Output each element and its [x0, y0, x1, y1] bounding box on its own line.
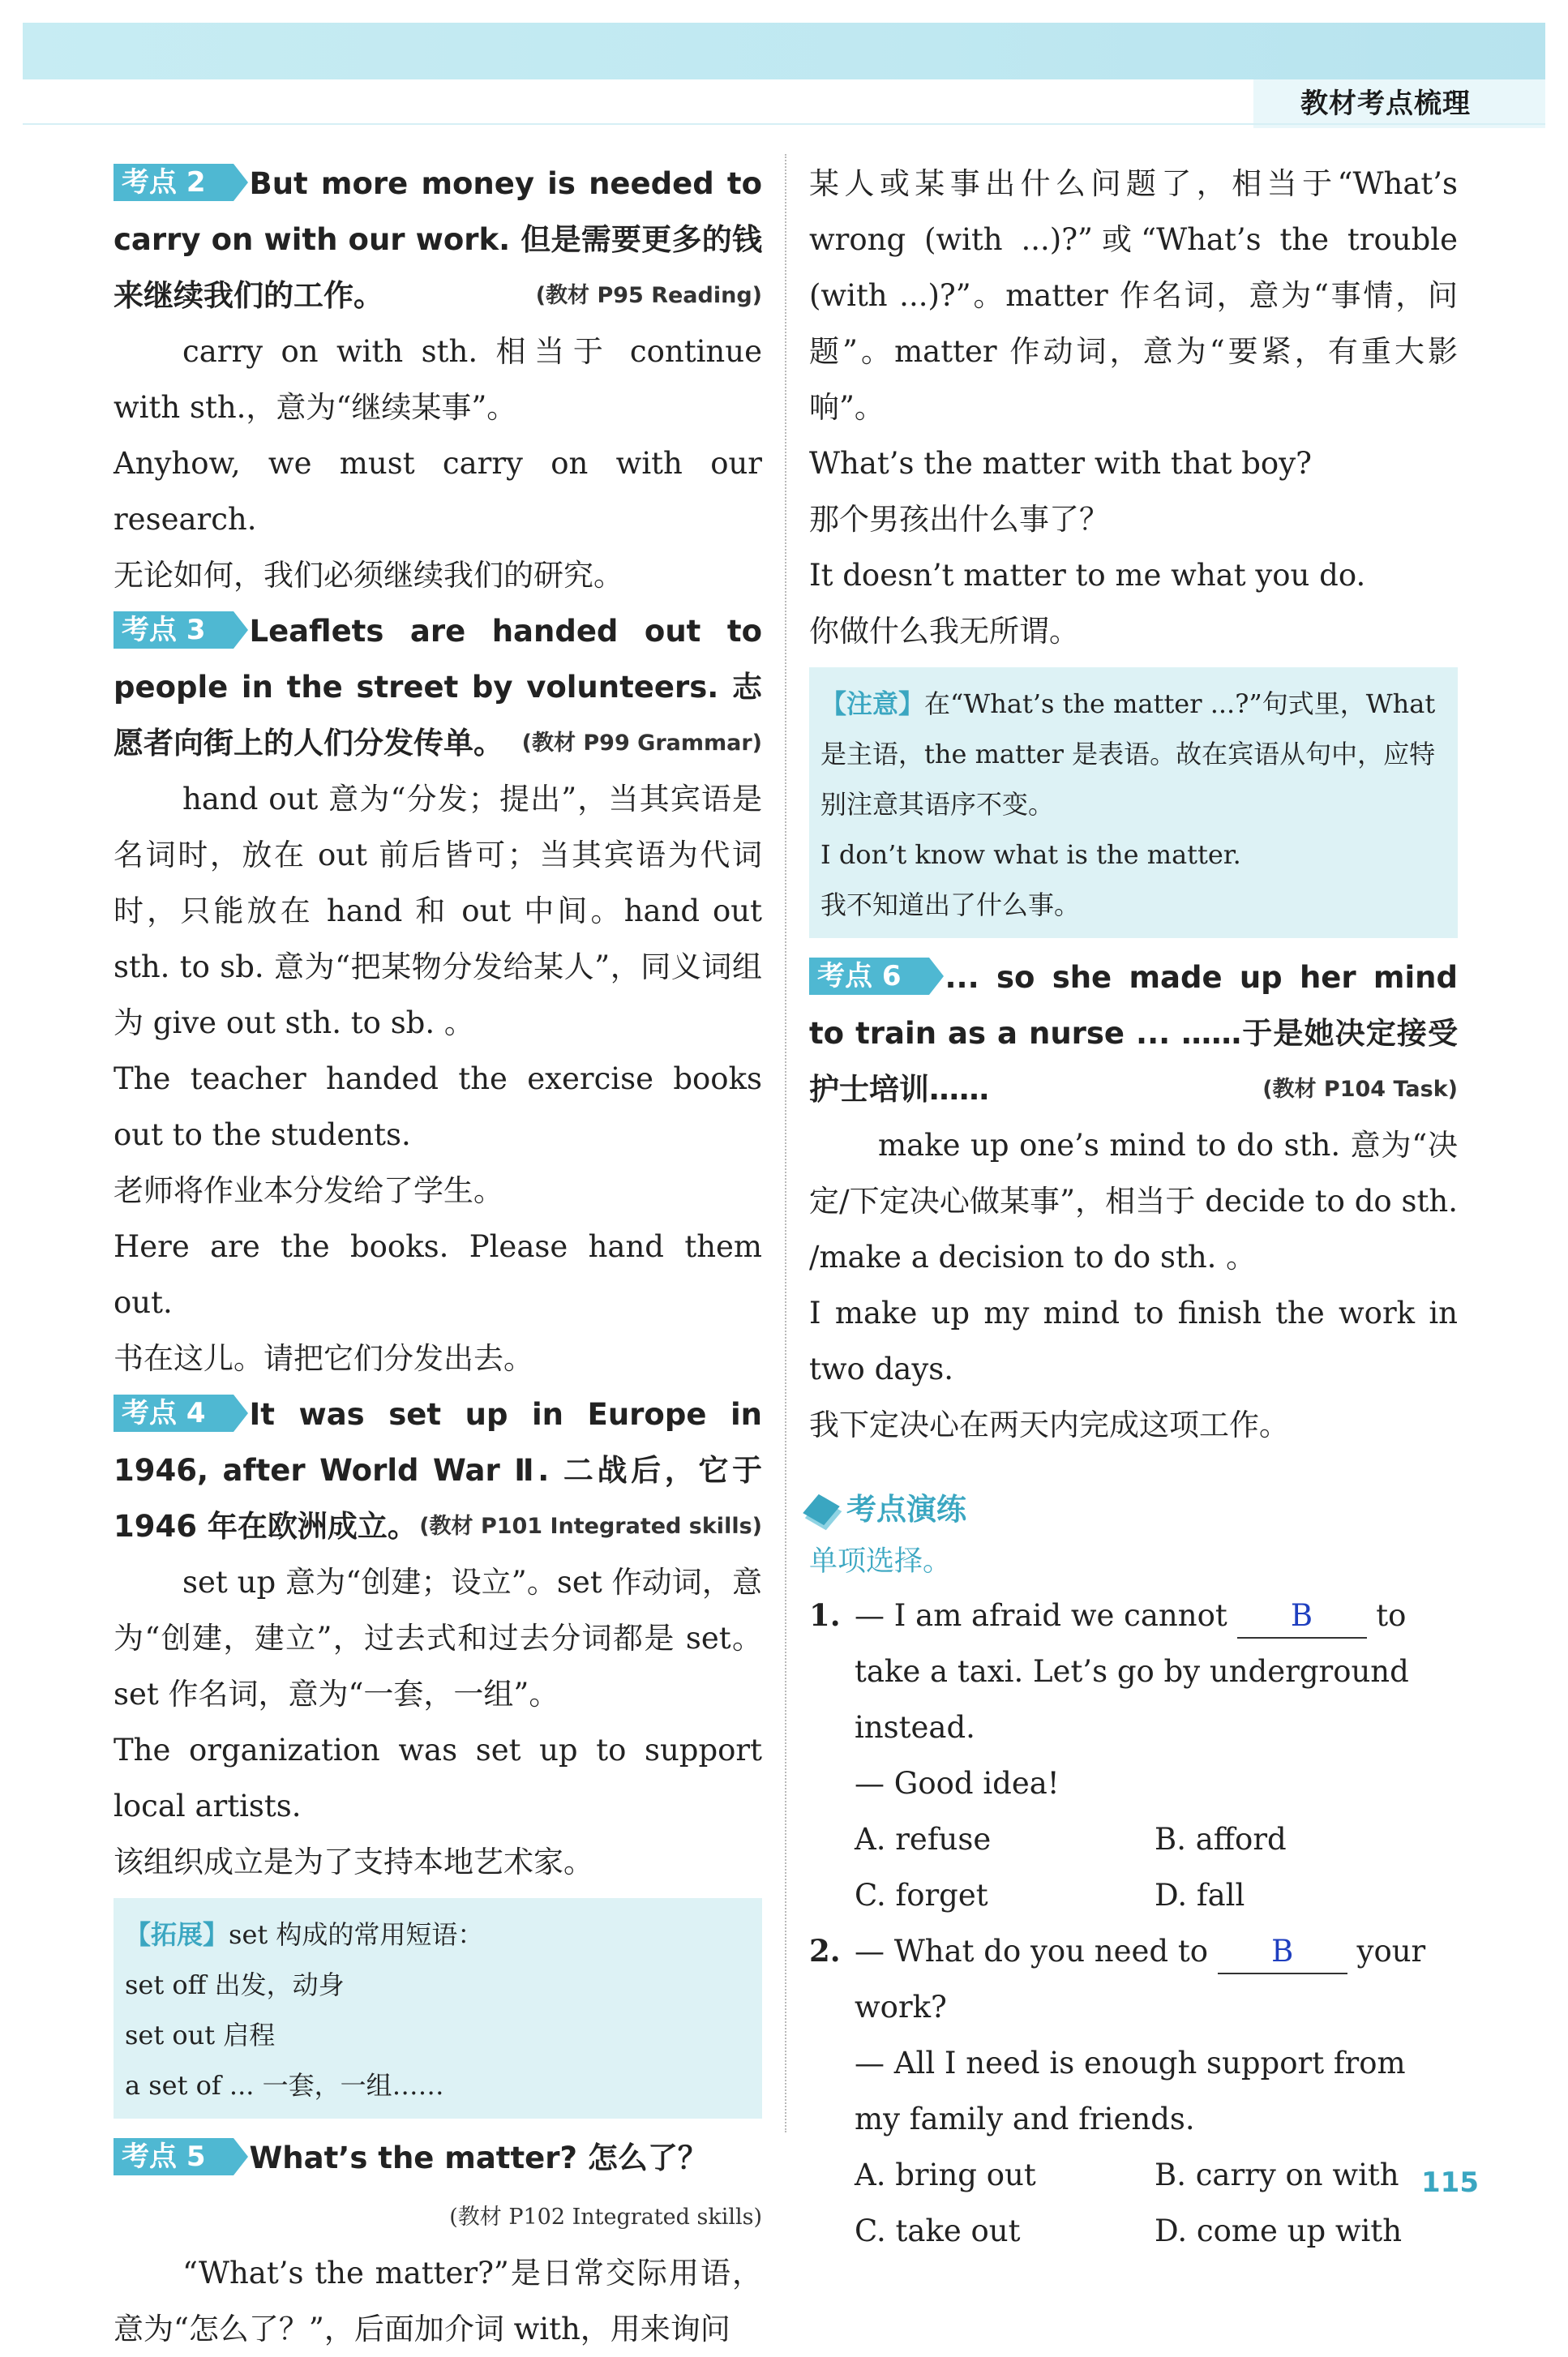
- note-example-cn: 我不知道出了什么事。: [820, 889, 1081, 920]
- page-number: 115: [1421, 2166, 1479, 2199]
- question-number: 2.: [809, 1933, 841, 1969]
- key-point-text: Leaflets are handed out to people in the street by volunteers. 志愿者向街上的人们分发传单。: [114, 614, 762, 761]
- extension-box: [114, 1898, 762, 2119]
- key-point-4-heading: [114, 1386, 762, 1554]
- key-point-text: It was set up in Europe in 1946, after World War Ⅱ. 二战后，它于 1946 年在欧洲成立。: [114, 1397, 762, 1544]
- textbook-source: (教材 P95 Reading): [535, 283, 762, 308]
- note-box: [809, 667, 1458, 938]
- key-point-6-heading: [809, 949, 1458, 1117]
- option[interactable]: A. refuse: [855, 1822, 992, 1857]
- extension-title: [125, 1909, 751, 1960]
- options-row: [809, 2147, 1458, 2203]
- question-reply: — Good idea!: [855, 1766, 1060, 1801]
- textbook-source: (教材 P104 Task): [1262, 1077, 1458, 1102]
- explanation: make up one’s mind to do sth. 意为“决定/下定决心做某事”，相当于 decide to do sth. /make a decision to do sth. 。: [809, 1128, 1458, 1275]
- example-cn: 老师将作业本分发给了学生。: [114, 1173, 503, 1208]
- textbook-source: (教材 P102 Integrated skills): [449, 2205, 762, 2230]
- practice-title: [809, 1484, 1458, 1536]
- phrase-item: set off 出发，动身: [125, 1969, 345, 2000]
- answer-blank[interactable]: B: [1218, 1931, 1347, 1974]
- explanation: carry on with sth. 相当于 continue with sth.，意为“继续某事”。: [114, 334, 762, 425]
- key-point-text: But more money is needed to carry on with our work. 但是需要更多的钱来继续我们的工作。: [114, 166, 762, 313]
- option[interactable]: C. forget: [855, 1878, 988, 1913]
- question-reply: — All I need is enough support from my family and friends.: [855, 2046, 1406, 2136]
- question-text: — I am afraid we cannot: [855, 1598, 1227, 1633]
- key-point-text: ... so she made up her mind to train as a nurse ... ……于是她决定接受护士培训……: [809, 960, 1458, 1107]
- cube-icon: [803, 1494, 840, 1525]
- example-en: I make up my mind to finish the work in two days.: [809, 1296, 1458, 1386]
- option[interactable]: A. bring out: [855, 2158, 1036, 2192]
- note-text: 在“What’s the matter ...?”句式里，What 是主语，the matter 是表语。故在宾语从句中，应特别注意其语序不变。: [820, 688, 1436, 820]
- key-point-badge: 考点 6: [809, 958, 929, 995]
- left-column: [114, 156, 762, 2357]
- phrase-item: set out 启程: [125, 2020, 276, 2051]
- key-point-text: What’s the matter? 怎么了？: [249, 2141, 708, 2175]
- right-column: [809, 156, 1458, 2259]
- example-en: Here are the books. Please hand them out.: [114, 1229, 762, 1320]
- options-row: [809, 1811, 1458, 1867]
- header-rule: [23, 123, 1545, 125]
- options-row: [809, 2203, 1458, 2259]
- header-band: [23, 23, 1545, 79]
- key-point-badge: 考点 5: [114, 2138, 233, 2175]
- option[interactable]: D. fall: [1155, 1878, 1245, 1913]
- textbook-source-line: [114, 2186, 762, 2245]
- note-tag: 【注意】: [820, 688, 925, 719]
- explanation: “What’s the matter?”是日常交际用语，意为“怎么了？”，后面加介词 with，用来询问: [114, 2256, 762, 2346]
- example-en: Anyhow, we must carry on with our research.: [114, 446, 762, 537]
- options-row: [809, 1867, 1458, 1923]
- explanation: hand out 意为“分发；提出”，当其宾语是名词时，放在 out 前后皆可；当其宾语为代词时，只能放在 hand 和 out 中间。hand out sth. to sb. 意为“把某物分发给某人”，同义词组为 give out sth. to sb. 。: [114, 782, 762, 1040]
- extension-title-text: set 构成的常用短语：: [229, 1919, 484, 1950]
- example-cn: 那个男孩出什么事了？: [809, 502, 1109, 537]
- question-2: [809, 1923, 1458, 2147]
- explanation: set up 意为“创建；设立”。set 作动词，意为“创建，建立”，过去式和过去分词都是 set。set 作名词，意为“一套，一组”。: [114, 1565, 762, 1712]
- example-cn: 该组织成立是为了支持本地艺术家。: [114, 1845, 593, 1879]
- option[interactable]: D. come up with: [1155, 2213, 1403, 2248]
- extension-tag: 【拓展】: [125, 1919, 229, 1950]
- column-divider: [785, 154, 786, 2132]
- option[interactable]: C. take out: [855, 2213, 1021, 2248]
- example-en: It doesn’t matter to me what you do.: [809, 558, 1366, 593]
- textbook-source: (教材 P101 Integrated skills): [419, 1514, 762, 1539]
- note-text-line: [820, 679, 1446, 829]
- question-number: 1.: [809, 1597, 841, 1633]
- practice-title-text: 考点演练: [846, 1492, 966, 1527]
- question-text: to take a taxi. Let’s go by underground instead.: [855, 1598, 1409, 1745]
- question-text: your work?: [855, 1934, 1426, 2025]
- key-point-2-heading: [114, 156, 762, 324]
- example-cn: 无论如何，我们必须继续我们的研究。: [114, 558, 623, 593]
- example-cn: 我下定决心在两天内完成这项工作。: [809, 1408, 1289, 1442]
- key-point-badge: 考点 3: [114, 611, 233, 649]
- answer-blank[interactable]: B: [1237, 1595, 1367, 1639]
- section-title: 教材考点梳理: [1300, 88, 1471, 120]
- practice-subtitle: 单项选择。: [809, 1545, 952, 1578]
- option[interactable]: B. afford: [1155, 1822, 1287, 1857]
- key-point-badge: 考点 2: [114, 164, 233, 201]
- example-en: What’s the matter with that boy?: [809, 446, 1312, 481]
- example-en: The organization was set up to support local artists.: [114, 1733, 762, 1823]
- key-point-badge: 考点 4: [114, 1395, 233, 1432]
- key-point-5-heading: [114, 2130, 762, 2186]
- note-example-en: I don’t know what is the matter.: [820, 839, 1241, 870]
- example-en: The teacher handed the exercise books out to the students.: [114, 1061, 762, 1152]
- example-cn: 你做什么我无所谓。: [809, 614, 1079, 649]
- question-text: — What do you need to: [855, 1934, 1209, 1969]
- phrase-item: a set of ... 一套，一组……: [125, 2070, 444, 2101]
- example-cn: 书在这儿。请把它们分发出去。: [114, 1341, 533, 1376]
- question-1: [809, 1588, 1458, 1811]
- textbook-source: (教材 P99 Grammar): [521, 731, 762, 756]
- explanation-continued: 某人或某事出什么问题了，相当于“What’s wrong (with ...)?”或“What’s the trouble (with ...)?”。matter 作名词，意为“事情，问题”。matter 作动词，意为“要紧，有重大影响”。: [809, 166, 1458, 425]
- option[interactable]: B. carry on with: [1155, 2158, 1399, 2192]
- key-point-3-heading: [114, 603, 762, 771]
